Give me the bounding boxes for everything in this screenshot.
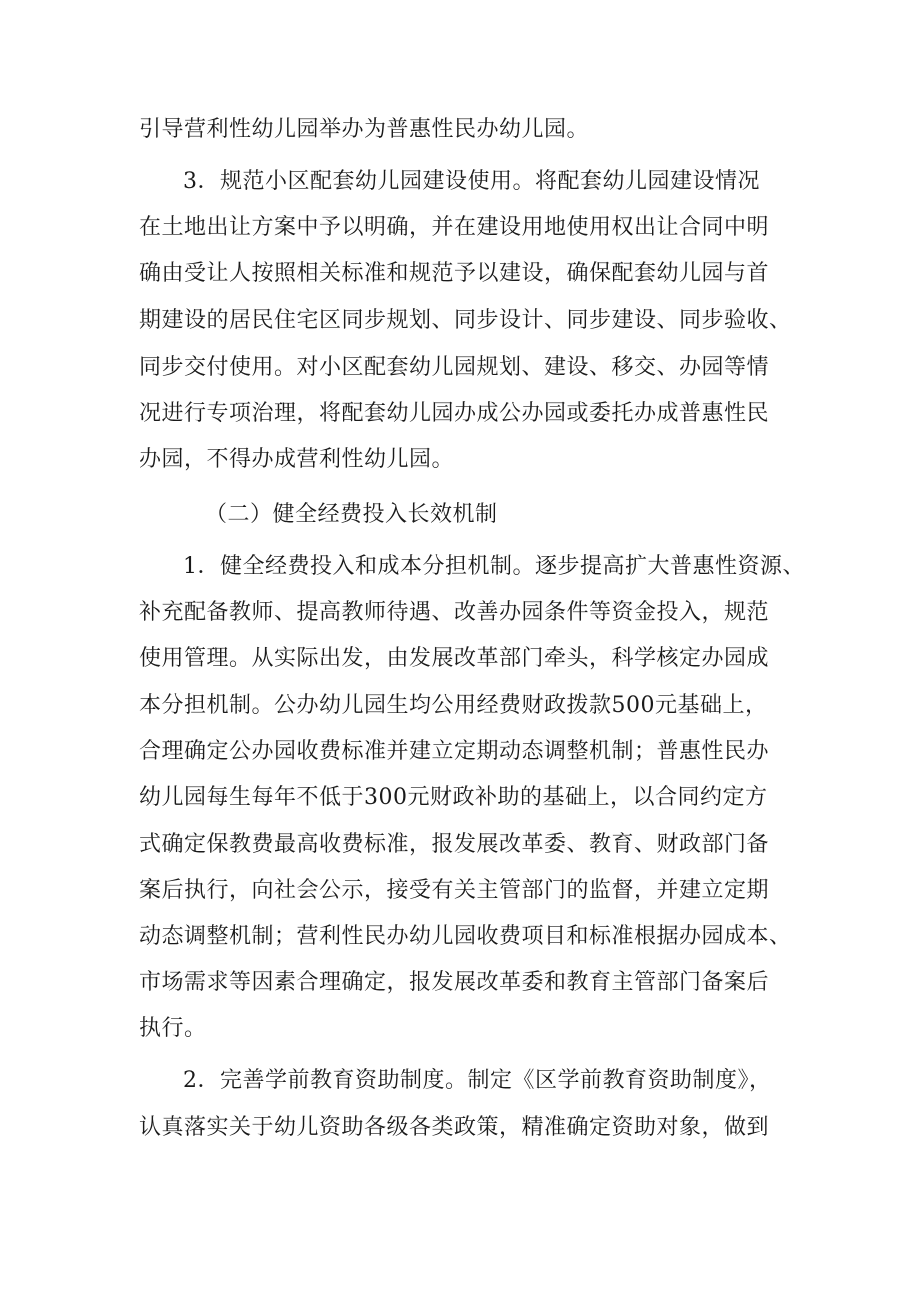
paragraph-line: 期建设的居民住宅区同步规划、同步设计、同步建设、同步验收、 [139,308,792,333]
section-heading: （二）健全经费投入长效机制 [205,502,498,527]
paragraph-line: 动态调整机制；营利性民办幼儿园收费项目和标准根据办园成本、 [139,924,792,949]
paragraph-line: 执行。 [139,1016,207,1041]
paragraph-line: 确由受让人按照相关标准和规范予以建设，确保配套幼儿园与首 [139,261,770,286]
paragraph-line: 案后执行，向社会公示，接受有关主管部门的监督，并建立定期 [139,878,770,903]
paragraph-line: 2．完善学前教育资助制度。制定《区学前教育资助制度》， [183,1068,772,1093]
paragraph-line: 引导营利性幼儿园举办为普惠性民办幼儿园。 [139,117,590,142]
paragraph-line: 办园，不得办成营利性幼儿园。 [139,447,455,472]
paragraph-line: 认真落实关于幼儿资助各级各类政策，精准确定资助对象，做到 [139,1115,770,1140]
paragraph-line: 合理确定公办园收费标准并建立定期动态调整机制；普惠性民办 [139,739,770,764]
paragraph-line: 补充配备教师、提高教师待遇、改善办园条件等资金投入，规范 [139,600,770,625]
paragraph-line: 3．规范小区配套幼儿园建设使用。将配套幼儿园建设情况 [183,169,760,194]
paragraph-line: 市场需求等因素合理确定，报发展改革委和教育主管部门备案后 [139,970,770,995]
paragraph-line: 况进行专项治理，将配套幼儿园办成公办园或委托办成普惠性民 [139,401,770,426]
paragraph-line: 幼儿园每生每年不低于300元财政补助的基础上，以合同约定方 [139,785,768,810]
paragraph-line: 在土地出让方案中予以明确，并在建设用地使用权出让合同中明 [139,215,770,240]
paragraph-line: 1．健全经费投入和成本分担机制。逐步提高扩大普惠性资源、 [183,554,805,579]
paragraph-line: 本分担机制。公办幼儿园生均公用经费财政拨款500元基础上， [139,693,768,718]
paragraph-line: 使用管理。从实际出发，由发展改革部门牵头，科学核定办园成 [139,646,770,671]
paragraph-line: 式确定保教费最高收费标准，报发展改革委、教育、财政部门备 [139,832,770,857]
paragraph-line: 同步交付使用。对小区配套幼儿园规划、建设、移交、办园等情 [139,355,770,380]
